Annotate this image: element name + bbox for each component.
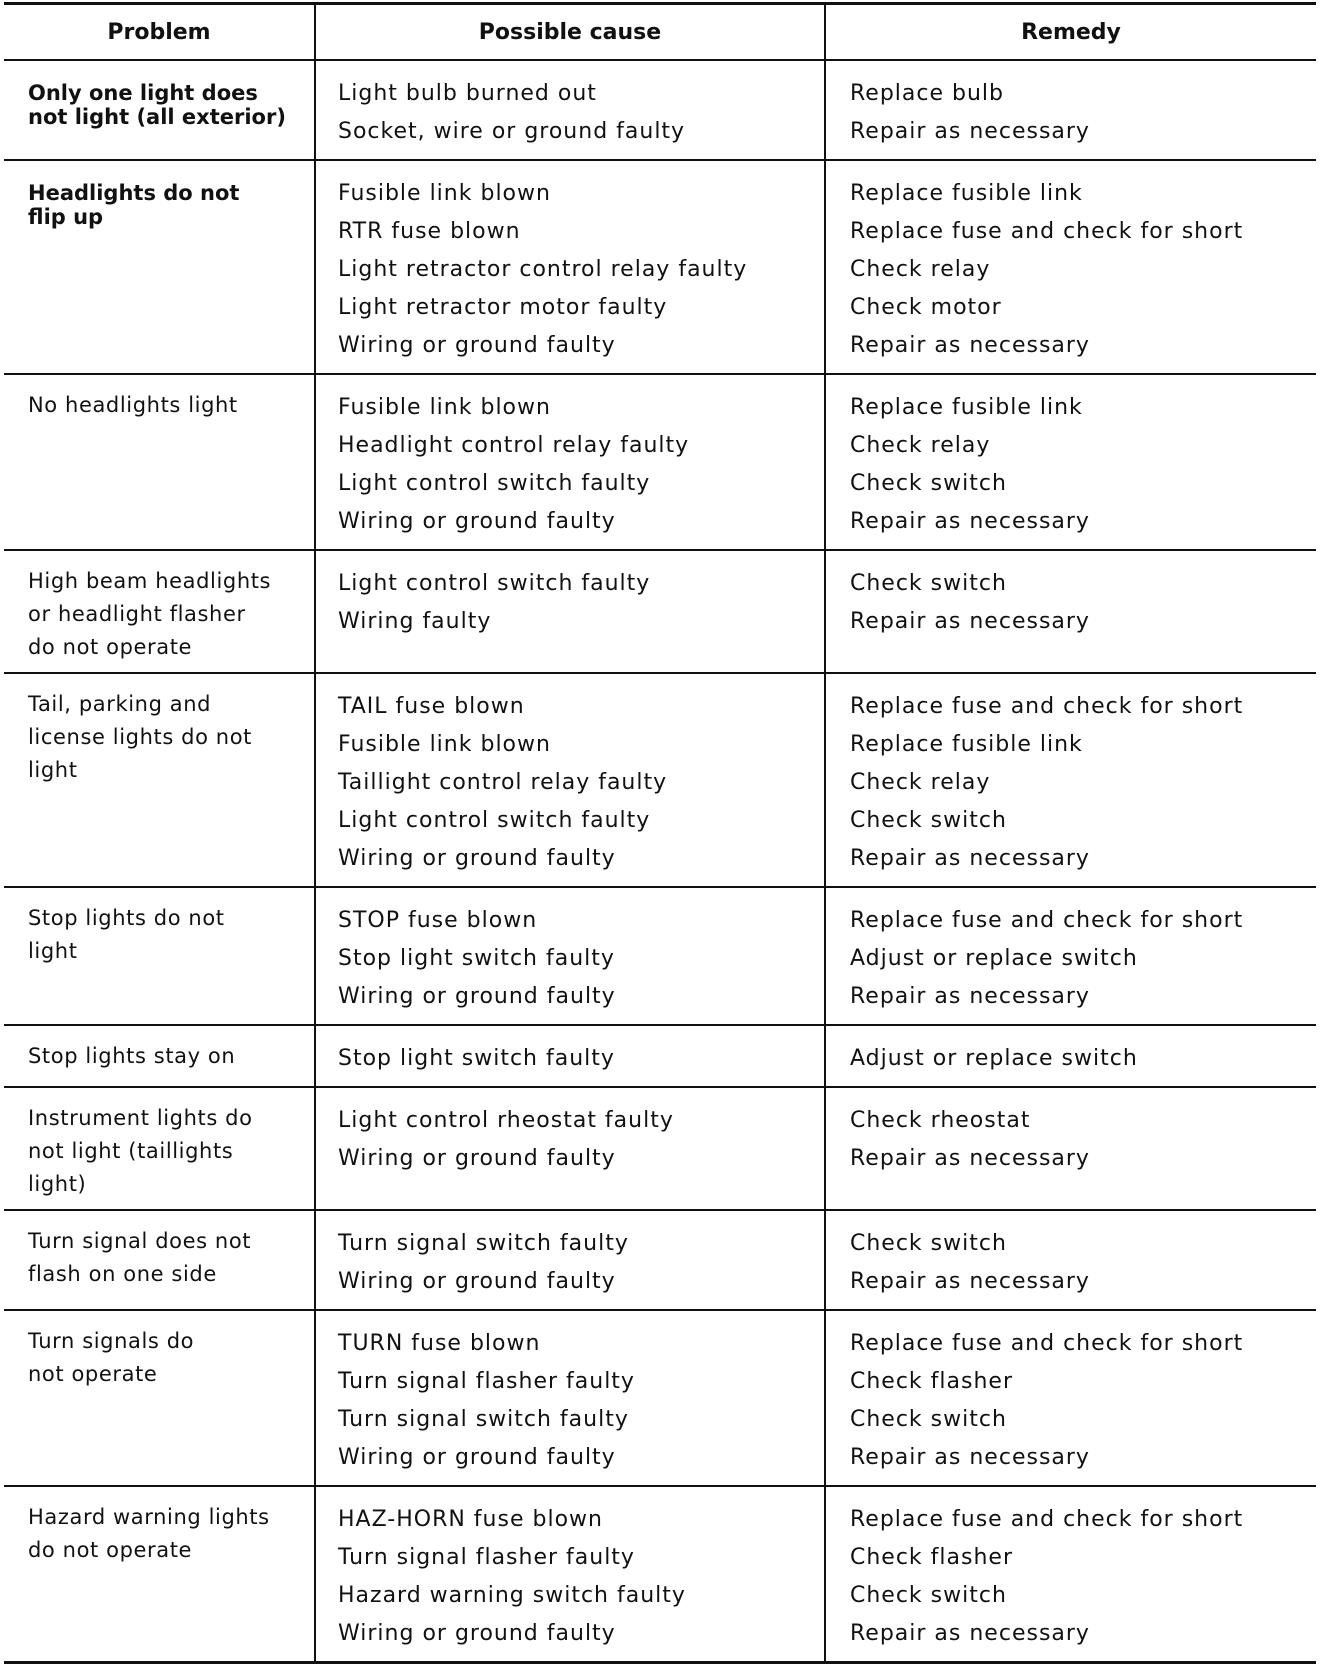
remedy-item: Check flasher [850, 1369, 1013, 1394]
header-possible-cause: Possible cause [315, 4, 825, 61]
problem-cell [4, 1210, 315, 1310]
possible-cause-item: Socket, wire or ground faulty [338, 119, 686, 144]
remedy-item: Check switch [850, 808, 1007, 833]
problem-text: Stop lights stay on [28, 1044, 236, 1068]
table-row [4, 550, 1316, 673]
problem-text: Instrument lights do not light (taillights light) [28, 1106, 253, 1196]
possible-cause-item: Light control switch faulty [338, 808, 651, 833]
remedy-cell [825, 60, 1316, 160]
problem-cell [4, 1486, 315, 1663]
problem-cell [4, 160, 315, 374]
remedy-cell [825, 1210, 1316, 1310]
remedy-item: Replace fusible link [850, 395, 1083, 420]
possible-cause-item: Light bulb burned out [338, 81, 597, 106]
remedy-item: Check flasher [850, 1545, 1013, 1570]
possible-cause-item: Wiring or ground faulty [338, 1269, 616, 1294]
remedy-item: Check switch [850, 571, 1007, 596]
possible-cause-item: Wiring or ground faulty [338, 509, 616, 534]
remedy-item: Repair as necessary [850, 509, 1090, 534]
table-row [4, 1486, 1316, 1663]
problem-cell [4, 374, 315, 550]
possible-cause-item: Wiring or ground faulty [338, 1621, 616, 1646]
possible-cause-item: Stop light switch faulty [338, 1046, 615, 1071]
problem-text: No headlights light [28, 393, 238, 417]
possible-cause-item: Turn signal flasher faulty [338, 1369, 635, 1394]
possible-cause-cell [315, 1310, 825, 1486]
problem-text: Only one light does not light (all exterior) [28, 81, 286, 129]
possible-cause-item: TAIL fuse blown [338, 694, 525, 719]
remedy-item: Replace fuse and check for short [850, 694, 1244, 719]
header-remedy: Remedy [825, 4, 1316, 61]
table-row [4, 160, 1316, 374]
remedy-item: Repair as necessary [850, 1269, 1090, 1294]
problem-cell [4, 1087, 315, 1210]
possible-cause-item: Stop light switch faulty [338, 946, 615, 971]
remedy-cell [825, 550, 1316, 673]
remedy-item: Repair as necessary [850, 846, 1090, 871]
problem-text: Stop lights do not light [28, 906, 225, 963]
possible-cause-item: Wiring or ground faulty [338, 1445, 616, 1470]
remedy-item: Replace fusible link [850, 732, 1083, 757]
remedy-item: Repair as necessary [850, 984, 1090, 1009]
possible-cause-item: Turn signal flasher faulty [338, 1545, 635, 1570]
remedy-item: Replace bulb [850, 81, 1005, 106]
possible-cause-cell [315, 160, 825, 374]
table-row [4, 673, 1316, 887]
possible-cause-item: Fusible link blown [338, 395, 551, 420]
remedy-item: Replace fuse and check for short [850, 1331, 1244, 1356]
remedy-item: Adjust or replace switch [850, 946, 1138, 971]
remedy-cell [825, 1087, 1316, 1210]
remedy-item: Repair as necessary [850, 1146, 1090, 1171]
remedy-cell [825, 160, 1316, 374]
possible-cause-cell [315, 374, 825, 550]
problem-text: Tail, parking and license lights do not light [28, 692, 252, 782]
table-row [4, 1210, 1316, 1310]
possible-cause-item: Hazard warning switch faulty [338, 1583, 686, 1608]
possible-cause-item: Fusible link blown [338, 732, 551, 757]
remedy-item: Check switch [850, 1407, 1007, 1432]
possible-cause-item: Light retractor motor faulty [338, 295, 668, 320]
remedy-item: Repair as necessary [850, 119, 1090, 144]
remedy-item: Check switch [850, 1583, 1007, 1608]
possible-cause-item: Wiring faulty [338, 609, 492, 634]
table-row [4, 1025, 1316, 1087]
remedy-item: Adjust or replace switch [850, 1046, 1138, 1071]
remedy-item: Check motor [850, 295, 1002, 320]
remedy-item: Check relay [850, 257, 991, 282]
remedy-cell [825, 1486, 1316, 1663]
problem-cell [4, 1310, 315, 1486]
possible-cause-cell [315, 887, 825, 1025]
possible-cause-item: RTR fuse blown [338, 219, 521, 244]
possible-cause-item: Taillight control relay faulty [338, 770, 668, 795]
possible-cause-item: Fusible link blown [338, 181, 551, 206]
problem-cell [4, 887, 315, 1025]
remedy-cell [825, 887, 1316, 1025]
possible-cause-cell [315, 60, 825, 160]
remedy-cell [825, 673, 1316, 887]
table-row [4, 1087, 1316, 1210]
remedy-item: Replace fuse and check for short [850, 1507, 1244, 1532]
problem-text: Headlights do not flip up [28, 181, 240, 229]
problem-cell [4, 673, 315, 887]
possible-cause-item: Turn signal switch faulty [338, 1231, 629, 1256]
table-row [4, 374, 1316, 550]
remedy-item: Repair as necessary [850, 333, 1090, 358]
table-row [4, 60, 1316, 160]
table-row [4, 887, 1316, 1025]
remedy-cell [825, 1025, 1316, 1087]
header-row [4, 4, 1316, 61]
possible-cause-item: Light control switch faulty [338, 571, 651, 596]
remedy-item: Replace fusible link [850, 181, 1083, 206]
possible-cause-item: Headlight control relay faulty [338, 433, 690, 458]
remedy-item: Replace fuse and check for short [850, 908, 1244, 933]
problem-text: Turn signals do not operate [28, 1329, 195, 1386]
possible-cause-item: STOP fuse blown [338, 908, 538, 933]
possible-cause-cell [315, 1210, 825, 1310]
remedy-item: Check switch [850, 1231, 1007, 1256]
remedy-item: Repair as necessary [850, 1621, 1090, 1646]
troubleshooting-table [4, 2, 1316, 1664]
remedy-cell [825, 1310, 1316, 1486]
problem-cell [4, 60, 315, 160]
remedy-item: Repair as necessary [850, 609, 1090, 634]
problem-text: Turn signal does not flash on one side [28, 1229, 252, 1286]
possible-cause-item: HAZ-HORN fuse blown [338, 1507, 603, 1532]
remedy-item: Check relay [850, 770, 991, 795]
remedy-cell [825, 374, 1316, 550]
possible-cause-item: Wiring or ground faulty [338, 333, 616, 358]
remedy-item: Repair as necessary [850, 1445, 1090, 1470]
possible-cause-cell [315, 1087, 825, 1210]
remedy-item: Replace fuse and check for short [850, 219, 1244, 244]
problem-text: Hazard warning lights do not operate [28, 1505, 270, 1562]
problem-cell [4, 550, 315, 673]
possible-cause-cell [315, 550, 825, 673]
table-row [4, 1310, 1316, 1486]
possible-cause-item: Light retractor control relay faulty [338, 257, 748, 282]
possible-cause-item: Turn signal switch faulty [338, 1407, 629, 1432]
possible-cause-item: Wiring or ground faulty [338, 984, 616, 1009]
possible-cause-item: Wiring or ground faulty [338, 1146, 616, 1171]
problem-cell [4, 1025, 315, 1087]
possible-cause-item: TURN fuse blown [338, 1331, 541, 1356]
remedy-item: Check switch [850, 471, 1007, 496]
possible-cause-item: Light control rheostat faulty [338, 1108, 674, 1133]
remedy-item: Check rheostat [850, 1108, 1031, 1133]
possible-cause-item: Light control switch faulty [338, 471, 651, 496]
possible-cause-item: Wiring or ground faulty [338, 846, 616, 871]
header-problem: Problem [4, 4, 315, 61]
remedy-item: Check relay [850, 433, 991, 458]
possible-cause-cell [315, 1025, 825, 1087]
possible-cause-cell [315, 673, 825, 887]
possible-cause-cell [315, 1486, 825, 1663]
problem-text: High beam headlights or headlight flasher do not operate [28, 569, 272, 659]
